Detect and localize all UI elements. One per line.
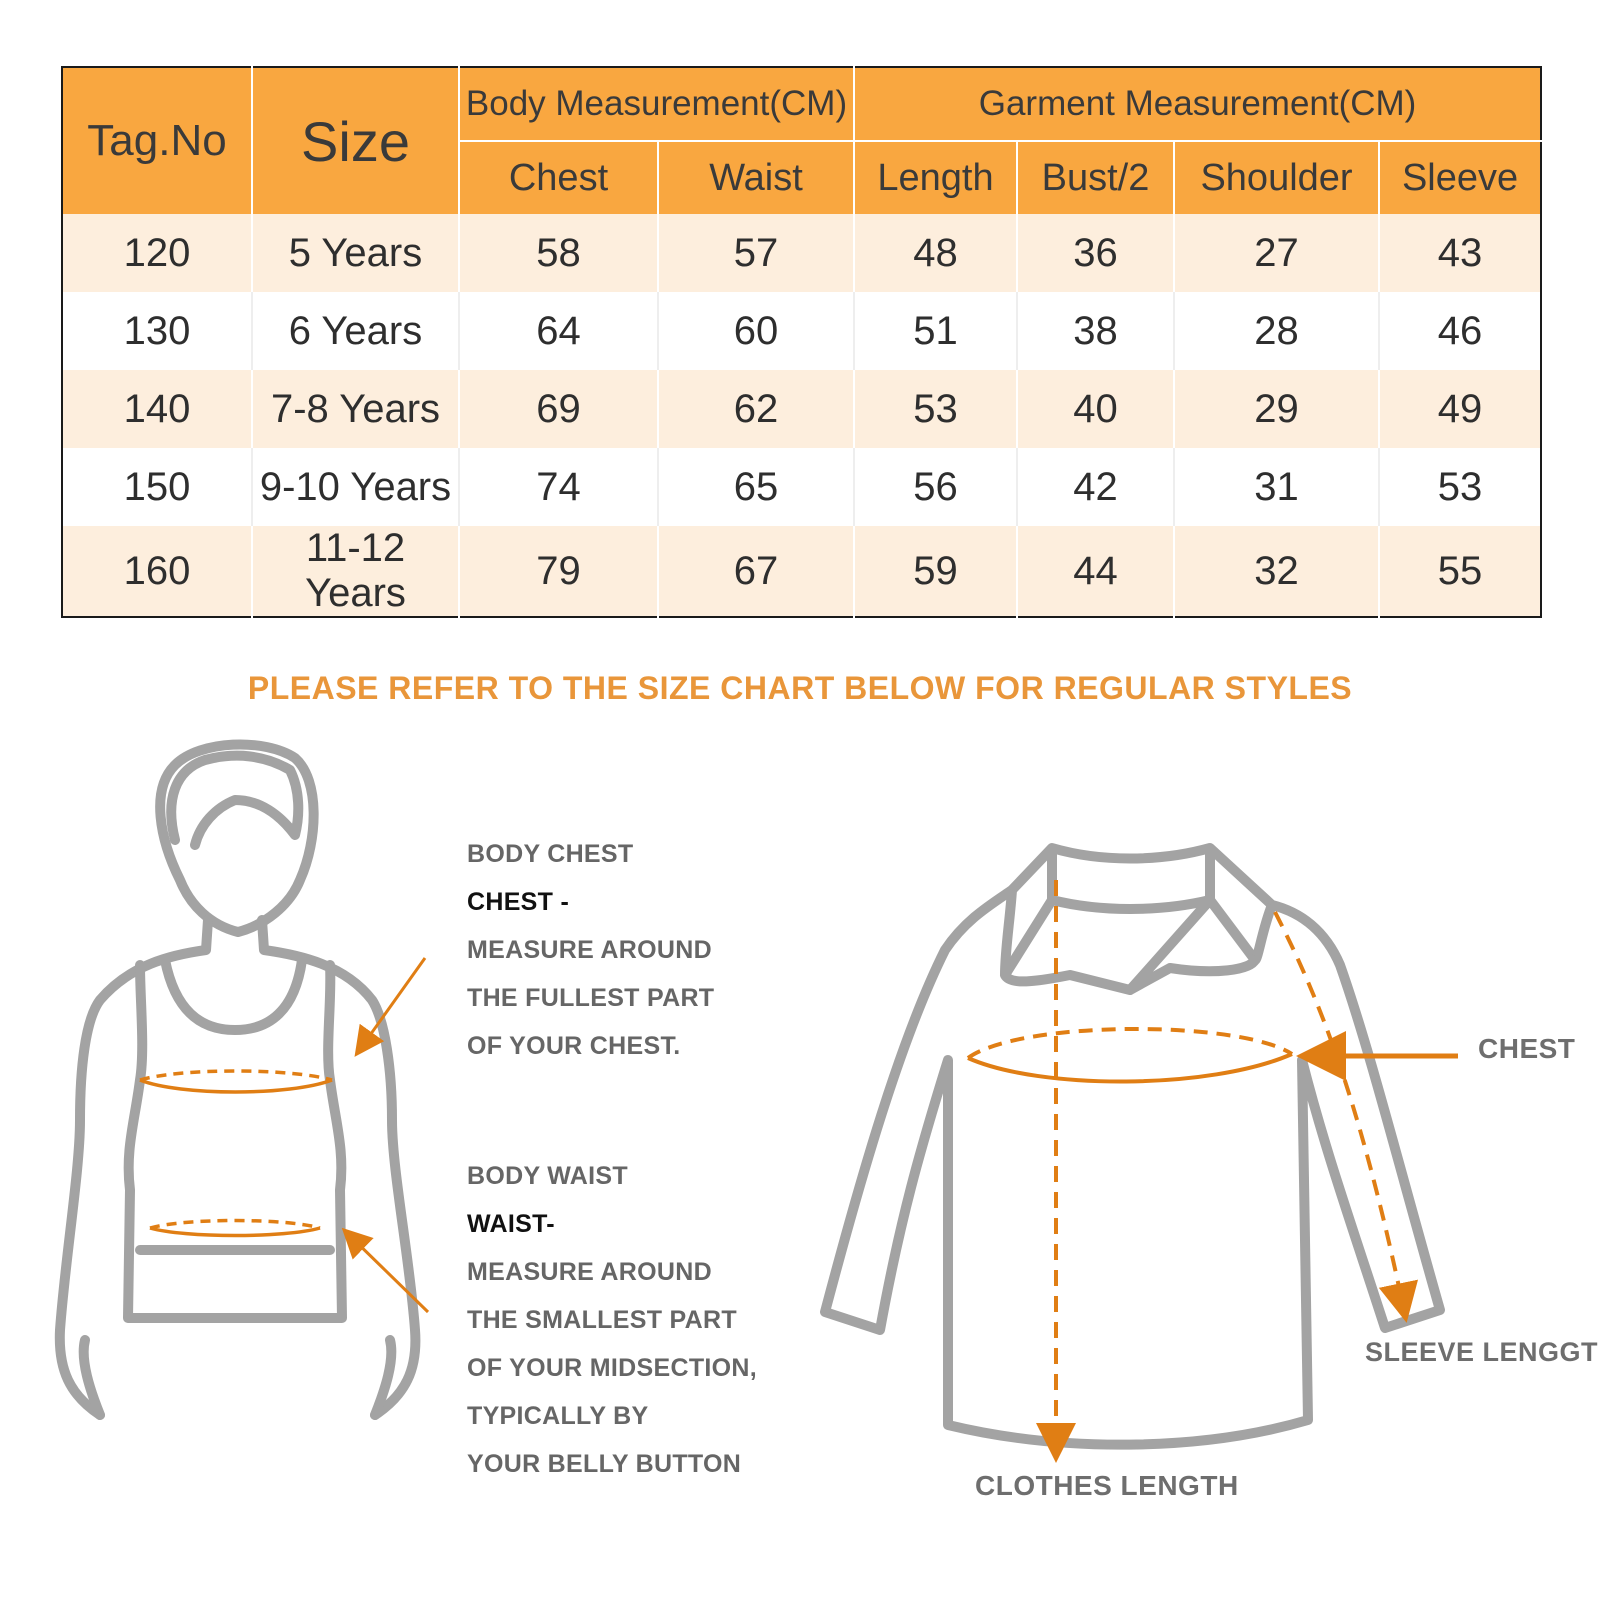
- cell-size: 5 Years: [252, 214, 459, 292]
- body-chest-line: OF YOUR CHEST.: [467, 1032, 681, 1060]
- body-figure-illustration: [60, 744, 416, 1415]
- cell-sleeve: 55: [1379, 526, 1541, 617]
- header-shoulder: Shoulder: [1174, 141, 1379, 214]
- cell-waist: 57: [658, 214, 854, 292]
- cell-chest: 58: [459, 214, 658, 292]
- header-body-measurement: Body Measurement(CM): [459, 67, 854, 141]
- body-chest-measure-line: [140, 1071, 332, 1092]
- cell-shoulder: 31: [1174, 448, 1379, 526]
- cell-shoulder: 28: [1174, 292, 1379, 370]
- header-sleeve: Sleeve: [1379, 141, 1541, 214]
- cell-sleeve: 49: [1379, 370, 1541, 448]
- body-waist-text: [467, 1152, 757, 1488]
- cell-tag: 130: [62, 292, 252, 370]
- cell-tag: 140: [62, 370, 252, 448]
- body-chest-text: [467, 830, 714, 1070]
- size-chart-notice: PLEASE REFER TO THE SIZE CHART BELOW FOR REGULAR STYLES: [247, 670, 1353, 706]
- body-waist-line: OF YOUR MIDSECTION,: [467, 1354, 757, 1382]
- cell-chest: 69: [459, 370, 658, 448]
- cell-chest: 79: [459, 526, 658, 617]
- cell-waist: 62: [658, 370, 854, 448]
- cell-length: 59: [854, 526, 1017, 617]
- garment-length-label: CLOTHES LENGTH: [975, 1470, 1239, 1501]
- body-chest-line: THE FULLEST PART: [467, 984, 715, 1012]
- body-chest-line: MEASURE AROUND: [467, 936, 712, 964]
- body-waist-measure-line: [150, 1221, 320, 1236]
- cell-length: 51: [854, 292, 1017, 370]
- body-waist-label: WAIST-: [467, 1210, 555, 1238]
- cell-size: 11-12 Years: [252, 526, 459, 617]
- cell-waist: 60: [658, 292, 854, 370]
- cell-chest: 74: [459, 448, 658, 526]
- cell-length: 53: [854, 370, 1017, 448]
- cell-length: 48: [854, 214, 1017, 292]
- header-length: Length: [854, 141, 1017, 214]
- cell-length: 56: [854, 448, 1017, 526]
- body-waist-title: BODY WAIST: [467, 1162, 628, 1190]
- cell-bust: 40: [1017, 370, 1174, 448]
- body-chest-title: BODY CHEST: [467, 840, 634, 868]
- cell-tag: 120: [62, 214, 252, 292]
- cell-sleeve: 53: [1379, 448, 1541, 526]
- cell-shoulder: 32: [1174, 526, 1379, 617]
- cell-waist: 67: [658, 526, 854, 617]
- body-chest-label: CHEST -: [467, 888, 570, 916]
- cell-bust: 42: [1017, 448, 1174, 526]
- cell-size: 6 Years: [252, 292, 459, 370]
- cell-sleeve: 43: [1379, 214, 1541, 292]
- body-waist-line: THE SMALLEST PART: [467, 1306, 737, 1334]
- garment-chest-label: CHEST: [1478, 1033, 1576, 1064]
- header-size: Size: [252, 67, 459, 214]
- cell-tag: 150: [62, 448, 252, 526]
- cell-size: 9-10 Years: [252, 448, 459, 526]
- cell-tag: 160: [62, 526, 252, 617]
- body-waist-line: MEASURE AROUND: [467, 1258, 712, 1286]
- cell-size: 7-8 Years: [252, 370, 459, 448]
- garment-chest-measure-line: [968, 1029, 1292, 1082]
- header-waist: Waist: [658, 141, 854, 214]
- header-bust: Bust/2: [1017, 141, 1174, 214]
- body-waist-line: TYPICALLY BY: [467, 1402, 649, 1430]
- header-garment-measurement: Garment Measurement(CM): [854, 67, 1541, 141]
- header-chest: Chest: [459, 141, 658, 214]
- cell-bust: 36: [1017, 214, 1174, 292]
- cell-bust: 44: [1017, 526, 1174, 617]
- cell-shoulder: 29: [1174, 370, 1379, 448]
- cell-shoulder: 27: [1174, 214, 1379, 292]
- waist-arrow-icon: [346, 1232, 428, 1312]
- body-waist-line: YOUR BELLY BUTTON: [467, 1450, 742, 1478]
- cell-chest: 64: [459, 292, 658, 370]
- shirt-illustration: [825, 848, 1440, 1445]
- header-tag-no: Tag.No: [62, 67, 252, 214]
- chest-arrow-icon: [358, 958, 425, 1052]
- cell-waist: 65: [658, 448, 854, 526]
- cell-bust: 38: [1017, 292, 1174, 370]
- cell-sleeve: 46: [1379, 292, 1541, 370]
- garment-sleeve-label: SLEEVE LENGGT: [1365, 1337, 1599, 1367]
